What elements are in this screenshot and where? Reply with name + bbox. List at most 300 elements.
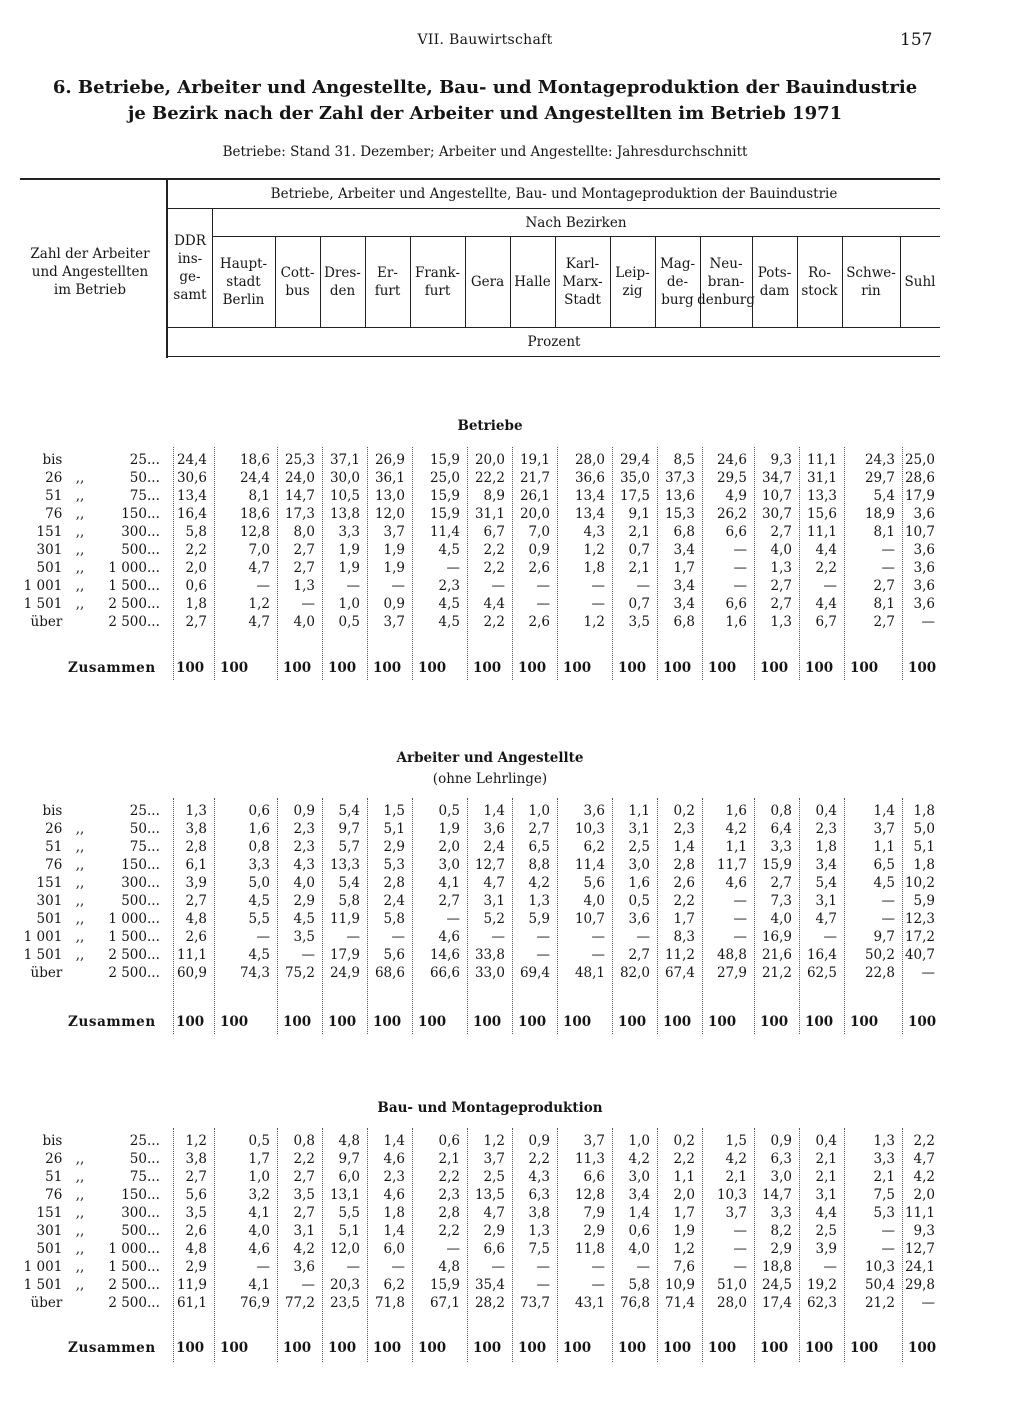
table-cell: — (256, 1259, 270, 1275)
table-cell: — (256, 578, 270, 594)
table-cell: 30,0 (329, 470, 360, 486)
row-label-to: 1 500 (108, 578, 147, 594)
table-cell: 4,2 (528, 875, 550, 891)
table-cell: 2,5 (815, 1223, 837, 1239)
table-cell: 12,3 (904, 911, 935, 927)
table-cell: 3,0 (628, 857, 650, 873)
table-cell: 3,6 (913, 578, 935, 594)
column-header: Mag- de- burg (659, 255, 696, 308)
table-cell: 11,1 (806, 524, 837, 540)
table-cell: 17,9 (904, 488, 935, 504)
table-cell: 2,7 (628, 947, 650, 963)
table-cell: 60,9 (176, 965, 207, 981)
table-cell: 48,1 (574, 965, 605, 981)
row-label (20, 1169, 160, 1185)
table-cell: 35,4 (474, 1277, 505, 1293)
table-cell: — (346, 1259, 360, 1275)
table-cell: — (391, 929, 405, 945)
table-cell: 5,5 (248, 911, 270, 927)
row-label-to: 500 (121, 542, 147, 558)
total-cell: 100 (618, 660, 647, 676)
table-cell: — (921, 965, 935, 981)
table-cell: 3,3 (770, 1205, 792, 1221)
table-cell: 1,1 (673, 1169, 695, 1185)
row-label (20, 560, 160, 576)
table-cell: — (733, 929, 747, 945)
table-cell: 2,1 (438, 1151, 460, 1167)
row-label-dots: ... (146, 893, 160, 909)
column-header: Frank- furt (414, 264, 461, 299)
total-cell: 100 (283, 660, 312, 676)
table-cell: 4,6 (383, 1187, 405, 1203)
table-cell: 0,7 (628, 542, 650, 558)
table-cell: 12,0 (374, 506, 405, 522)
table-cell: 0,9 (528, 1133, 550, 1149)
table-cell: 20,0 (519, 506, 550, 522)
row-label-to: 2 500 (108, 1295, 147, 1311)
table-cell: 2,3 (815, 821, 837, 837)
row-label-to: 75 (129, 1169, 147, 1185)
table-cell: — (921, 614, 935, 630)
table-cell: 1,9 (338, 560, 360, 576)
table-cell: 17,2 (904, 929, 935, 945)
row-label-to: 75 (129, 488, 147, 504)
table-cell: 9,7 (338, 821, 360, 837)
total-cell: 100 (373, 1340, 402, 1356)
table-cell: 28,6 (904, 470, 935, 486)
total-cell: 100 (908, 1014, 937, 1030)
table-cell: 2,0 (438, 839, 460, 855)
table-cell: 2,7 (770, 524, 792, 540)
row-label (20, 1241, 160, 1257)
table-cell: 2,3 (673, 821, 695, 837)
table-cell: 1,0 (528, 803, 550, 819)
row-label-dots: ... (146, 821, 160, 837)
total-cell: 100 (805, 1014, 834, 1030)
table-cell: — (301, 1277, 315, 1293)
table-cell: 76,8 (619, 1295, 650, 1311)
table-cell: — (881, 1223, 895, 1239)
table-cell: 26,1 (519, 488, 550, 504)
table-cell: — (536, 578, 550, 594)
table-cell: 8,0 (293, 524, 315, 540)
table-cell: 5,9 (913, 893, 935, 909)
table-cell: 2,7 (770, 596, 792, 612)
table-cell: 2,0 (673, 1187, 695, 1203)
table-cell: 2,7 (185, 1169, 207, 1185)
table-cell: 4,8 (185, 911, 207, 927)
table-cell: 1,0 (338, 596, 360, 612)
row-label-dots: ... (146, 542, 160, 558)
table-cell: 5,3 (383, 857, 405, 873)
table-cell: 6,2 (383, 1277, 405, 1293)
table-cell: 48,8 (716, 947, 747, 963)
table-cell: 62,5 (806, 965, 837, 981)
table-cell: 3,5 (628, 614, 650, 630)
table-cell: 10,5 (329, 488, 360, 504)
total-cell: 100 (850, 1340, 879, 1356)
table-cell: 3,6 (483, 821, 505, 837)
row-label-dots: ... (146, 578, 160, 594)
table-cell: 11,8 (574, 1241, 605, 1257)
table-cell: 1,6 (248, 821, 270, 837)
row-label-sep: ,, (75, 911, 85, 927)
table-cell: 4,5 (293, 911, 315, 927)
table-cell: 2,7 (293, 1205, 315, 1221)
table-cell: 4,3 (528, 1169, 550, 1185)
total-cell: 100 (805, 660, 834, 676)
row-label-from: 301 (36, 1223, 63, 1239)
row-label-sep: ,, (75, 506, 85, 522)
table-cell: 19,2 (806, 1277, 837, 1293)
table-cell: 51,0 (716, 1277, 747, 1293)
row-label-dots: ... (146, 839, 160, 855)
row-label (20, 965, 160, 981)
table-cell: 33,8 (474, 947, 505, 963)
table-cell: 3,8 (185, 1151, 207, 1167)
row-label (20, 911, 160, 927)
table-cell: 20,0 (474, 452, 505, 468)
table-cell: 5,4 (338, 803, 360, 819)
table-cell: 18,6 (239, 506, 270, 522)
table-cell: 6,7 (815, 614, 837, 630)
table-cell: 2,7 (873, 614, 895, 630)
row-label-sep (62, 965, 97, 981)
table-cell: — (823, 578, 837, 594)
table-cell: 11,1 (904, 1205, 935, 1221)
table-cell: 2,2 (438, 1169, 460, 1185)
bezirke-spanner-header: Nach Bezirken (525, 215, 627, 231)
table-cell: 2,2 (293, 1151, 315, 1167)
table-cell: 6,6 (725, 596, 747, 612)
row-label-from: 1 001 (23, 578, 63, 594)
row-label-from: 76 (45, 1187, 63, 1203)
row-label (20, 1151, 160, 1167)
table-cell: 12,7 (904, 1241, 935, 1257)
table-cell: 4,6 (438, 929, 460, 945)
table-cell: 8,3 (673, 929, 695, 945)
total-cell: 100 (850, 1014, 879, 1030)
table-cell: 31,1 (806, 470, 837, 486)
row-label-to: 25 (129, 1133, 147, 1149)
table-cell: 4,7 (815, 911, 837, 927)
total-cell: 100 (220, 1340, 249, 1356)
table-cell: — (733, 1223, 747, 1239)
column-header: Gera (470, 273, 505, 290)
table-cell: 3,2 (248, 1187, 270, 1203)
table-cell: 7,3 (770, 893, 792, 909)
row-label-dots: ... (146, 470, 160, 486)
table-cell: 3,0 (438, 857, 460, 873)
table-cell: 0,2 (673, 1133, 695, 1149)
table-cell: 2,3 (383, 1169, 405, 1185)
table-cell: 67,1 (429, 1295, 460, 1311)
table-cell: 4,1 (248, 1205, 270, 1221)
table-cell: — (301, 947, 315, 963)
row-label (20, 857, 160, 873)
table-cell: 3,4 (673, 542, 695, 558)
table-cell: 1,6 (628, 875, 650, 891)
table-cell: 1,6 (725, 614, 747, 630)
row-label-to: 1 500 (108, 929, 147, 945)
header-rule-3 (168, 327, 940, 328)
table-cell: 4,0 (293, 614, 315, 630)
table-cell: 7,0 (528, 524, 550, 540)
unit-header: Prozent (527, 334, 581, 350)
row-label-from: 151 (36, 524, 63, 540)
row-label-to: 2 500 (108, 596, 147, 612)
table-cell: 2,6 (185, 929, 207, 945)
table-cell: 3,9 (815, 1241, 837, 1257)
total-cell: 100 (563, 1014, 592, 1030)
row-label-to: 1 500 (108, 1259, 147, 1275)
table-cell: 6,3 (528, 1187, 550, 1203)
table-cell: 4,5 (438, 614, 460, 630)
row-label-from: 151 (36, 875, 63, 891)
table-cell: — (591, 1259, 605, 1275)
table-cell: 4,2 (293, 1241, 315, 1257)
row-label-dots: ... (146, 1151, 160, 1167)
row-label-from: 26 (45, 1151, 63, 1167)
table-cell: 2,3 (293, 839, 315, 855)
row-label-from: 26 (45, 470, 63, 486)
row-label-sep: ,, (75, 596, 85, 612)
table-cell: 13,8 (329, 506, 360, 522)
table-cell: 3,4 (673, 596, 695, 612)
table-cell: 2,0 (913, 1187, 935, 1203)
table-cell: 2,3 (438, 1187, 460, 1203)
table-cell: 1,7 (673, 911, 695, 927)
row-label-sep: ,, (75, 1259, 85, 1275)
row-label (20, 1295, 160, 1311)
table-cell: 1,8 (185, 596, 207, 612)
row-label-from: bis (42, 452, 63, 468)
row-label (20, 614, 160, 630)
table-cell: 27,9 (716, 965, 747, 981)
table-cell: 2,2 (815, 560, 837, 576)
table-cell: 4,8 (438, 1259, 460, 1275)
table-cell: 12,7 (474, 857, 505, 873)
table-cell: 18,6 (239, 452, 270, 468)
table-cell: 0,8 (770, 803, 792, 819)
row-label-sep: ,, (75, 1223, 85, 1239)
table-cell: 26,2 (716, 506, 747, 522)
table-cell: 5,7 (338, 839, 360, 855)
table-cell: 1,3 (770, 560, 792, 576)
table-cell: 2,1 (628, 560, 650, 576)
table-cell: 2,8 (673, 857, 695, 873)
row-label (20, 929, 160, 945)
table-cell: 3,3 (338, 524, 360, 540)
table-cell: 0,8 (293, 1133, 315, 1149)
table-cell: 6,6 (583, 1169, 605, 1185)
table-cell: 1,5 (725, 1133, 747, 1149)
table-cell: 5,1 (338, 1223, 360, 1239)
row-label-dots: ... (146, 452, 160, 468)
table-cell: — (733, 911, 747, 927)
row-label-from: 51 (45, 488, 63, 504)
table-cell: — (491, 1259, 505, 1275)
table-cell: 0,8 (248, 839, 270, 855)
table-cell: 10,3 (864, 1259, 895, 1275)
total-cell: 100 (220, 1014, 249, 1030)
table-cell: — (536, 596, 550, 612)
table-cell: 82,0 (619, 965, 650, 981)
table-cell: 17,5 (619, 488, 650, 504)
table-cell: 0,9 (383, 596, 405, 612)
row-label-from: über (30, 614, 63, 630)
table-cell: — (536, 947, 550, 963)
row-label (20, 1223, 160, 1239)
table-cell: 62,3 (806, 1295, 837, 1311)
table-cell: 2,7 (293, 542, 315, 558)
table-cell: 13,3 (806, 488, 837, 504)
row-label-sep: ,, (75, 1169, 85, 1185)
table-cell: 2,2 (483, 560, 505, 576)
table-cell: 1,8 (815, 839, 837, 855)
table-cell: 4,0 (770, 911, 792, 927)
header-rule-1 (168, 208, 940, 209)
row-label-dots: ... (146, 1205, 160, 1221)
table-cell: 2,9 (185, 1259, 207, 1275)
column-header: Karl- Marx- Stadt (562, 255, 603, 308)
table-cell: 4,7 (913, 1151, 935, 1167)
row-label-to: 150 (121, 1187, 147, 1203)
row-label (20, 452, 160, 468)
row-label-to: 2 500 (108, 614, 147, 630)
table-cell: 10,9 (664, 1277, 695, 1293)
table-cell: 11,2 (664, 947, 695, 963)
row-label-sep: ,, (75, 1241, 85, 1257)
table-cell: 1,7 (673, 1205, 695, 1221)
table-cell: 3,7 (725, 1205, 747, 1221)
table-cell: 13,1 (329, 1187, 360, 1203)
table-cell: 2,7 (185, 614, 207, 630)
table-cell: 2,7 (438, 893, 460, 909)
table-cell: 2,2 (185, 542, 207, 558)
table-cell: 0,9 (293, 803, 315, 819)
table-cell: 5,6 (383, 947, 405, 963)
table-cell: 24,6 (716, 452, 747, 468)
table-cell: — (536, 1277, 550, 1293)
table-cell: 2,8 (185, 839, 207, 855)
total-cell: 100 (708, 1014, 737, 1030)
row-label-to: 50 (129, 470, 147, 486)
table-cell: 2,1 (628, 524, 650, 540)
table-cell: 69,4 (519, 965, 550, 981)
table-cell: 11,4 (429, 524, 460, 540)
row-label-dots: ... (146, 1277, 160, 1293)
row-label-dots: ... (146, 524, 160, 540)
table-cell: 10,3 (574, 821, 605, 837)
table-cell: 13,3 (329, 857, 360, 873)
row-label-dots: ... (146, 1259, 160, 1275)
total-cell: 100 (760, 1340, 789, 1356)
table-cell: 2,1 (873, 1169, 895, 1185)
table-cell: 2,6 (673, 875, 695, 891)
row-label-sep: ,, (75, 857, 85, 873)
table-cell: 6,0 (383, 1241, 405, 1257)
row-label-from: über (30, 1295, 63, 1311)
table-cell: 13,5 (474, 1187, 505, 1203)
table-cell: 6,6 (725, 524, 747, 540)
table-cell: 4,4 (815, 542, 837, 558)
row-label-from: bis (42, 803, 63, 819)
table-cell: 5,5 (338, 1205, 360, 1221)
row-label (20, 596, 160, 612)
table-cell: 4,8 (185, 1241, 207, 1257)
table-cell: 2,5 (483, 1169, 505, 1185)
row-label-from: 51 (45, 839, 63, 855)
table-cell: 1,7 (248, 1151, 270, 1167)
table-cell: — (733, 560, 747, 576)
total-cell: 100 (328, 1340, 357, 1356)
total-cell: 100 (908, 660, 937, 676)
table-cell: 15,3 (664, 506, 695, 522)
table-cell: — (446, 911, 460, 927)
table-cell: 0,4 (815, 803, 837, 819)
table-cell: 14,7 (761, 1187, 792, 1203)
table-cell: 2,9 (383, 839, 405, 855)
table-cell: 2,9 (483, 1223, 505, 1239)
table-cell: 4,6 (725, 875, 747, 891)
row-label-from: 1 501 (23, 947, 63, 963)
table-cell: 6,3 (770, 1151, 792, 1167)
row-label-sep: ,, (75, 875, 85, 891)
row-label (20, 578, 160, 594)
table-cell: 6,8 (673, 524, 695, 540)
table-cell: — (446, 560, 460, 576)
total-cell: 100 (518, 1340, 547, 1356)
table-cell: 3,6 (913, 542, 935, 558)
table-cell: 15,9 (429, 506, 460, 522)
table-cell: 5,6 (185, 1187, 207, 1203)
table-cell: 6,7 (483, 524, 505, 540)
row-label-to: 2 500 (108, 1277, 147, 1293)
table-cell: 10,7 (574, 911, 605, 927)
row-label-to: 50 (129, 821, 147, 837)
table-cell: 24,1 (904, 1259, 935, 1275)
table-cell: 2,2 (673, 1151, 695, 1167)
table-cell: 2,6 (528, 560, 550, 576)
table-cell: 29,4 (619, 452, 650, 468)
row-label-to: 1 000 (108, 560, 147, 576)
table-cell: 2,4 (483, 839, 505, 855)
table-cell: 2,8 (383, 875, 405, 891)
total-cell: 100 (220, 660, 249, 676)
header-rule-2 (212, 236, 940, 237)
table-cell: 5,2 (483, 911, 505, 927)
table-cell: 1,1 (628, 803, 650, 819)
table-cell: 1,2 (583, 542, 605, 558)
table-cell: 25,3 (284, 452, 315, 468)
column-header: Er- furt (374, 264, 401, 299)
table-cell: 6,8 (673, 614, 695, 630)
table-cell: 1,8 (583, 560, 605, 576)
table-cell: 1,4 (383, 1223, 405, 1239)
table-cell: 15,9 (429, 452, 460, 468)
table-cell: 6,5 (528, 839, 550, 855)
row-label-dots: ... (146, 1187, 160, 1203)
table-cell: 0,7 (628, 596, 650, 612)
table-cell: 4,2 (913, 1169, 935, 1185)
table-cell: 3,6 (913, 560, 935, 576)
table-cell: 1,7 (673, 560, 695, 576)
total-cell: 100 (473, 1340, 502, 1356)
table-cell: 2,7 (873, 578, 895, 594)
table-cell: — (536, 929, 550, 945)
table-cell: 2,2 (438, 1223, 460, 1239)
